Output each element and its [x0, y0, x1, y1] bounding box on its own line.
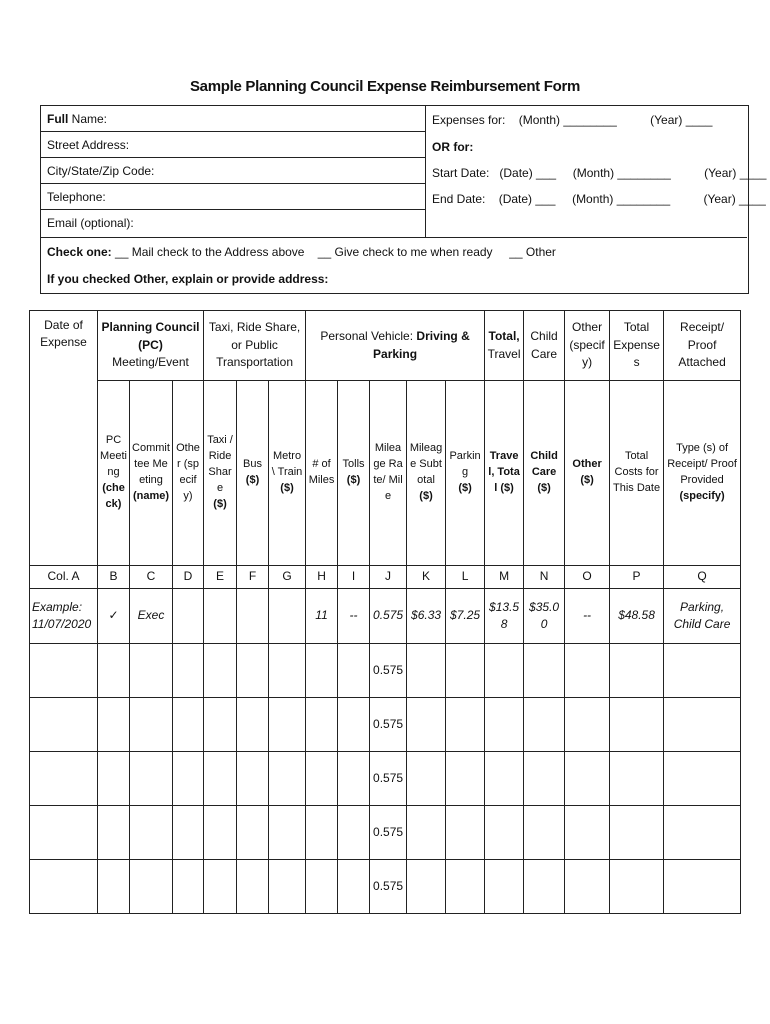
receipt-type-subheader [664, 381, 741, 566]
subtotal-cell[interactable] [407, 806, 446, 860]
col-letter: I [338, 566, 370, 589]
bus-cell[interactable] [237, 752, 269, 806]
col-letter: F [237, 566, 269, 589]
taxi-label: Taxi / Ride Share [207, 434, 233, 494]
committee-cell[interactable] [130, 644, 173, 698]
col-letter: D [173, 566, 204, 589]
subtotal-cell[interactable] [407, 752, 446, 806]
total-cell[interactable] [610, 860, 664, 914]
total-travel-header [485, 311, 524, 381]
pc-cell[interactable] [98, 860, 130, 914]
mileage-subtotal-unit-label: ($) [419, 489, 433, 502]
receipt-cell[interactable] [664, 806, 741, 860]
receipt-header: Receipt/ Proof Attached [664, 311, 741, 381]
travel-total-cell[interactable] [485, 806, 524, 860]
example-bus [237, 589, 269, 644]
example-parking: $7.25 [446, 589, 485, 644]
col-letter: E [204, 566, 237, 589]
committee-cell[interactable] [130, 860, 173, 914]
child-care-subheader: Child Care ($) [524, 381, 565, 566]
personal-vehicle-group-header [306, 311, 485, 381]
transportation-group-header: Taxi, Ride Share, or Public Transportation [204, 311, 306, 381]
pc-cell[interactable] [98, 644, 130, 698]
bus-cell[interactable] [237, 806, 269, 860]
pc-group-label-bold: Planning Council (PC) [101, 320, 200, 352]
pc-cell[interactable] [98, 698, 130, 752]
example-travel-total: $13.58 [485, 589, 524, 644]
vehicle-group-label: Personal Vehicle: [320, 329, 417, 344]
metro-cell[interactable] [269, 860, 306, 914]
total-expenses-header: Total Expenses [610, 311, 664, 381]
travel-total-cell[interactable] [485, 698, 524, 752]
child-care-cell[interactable] [524, 752, 565, 806]
other-meeting-subheader: Other (specify) [173, 381, 204, 566]
miles-cell[interactable] [306, 752, 338, 806]
date-cell[interactable] [30, 698, 98, 752]
total-cell[interactable] [610, 698, 664, 752]
other-cost-cell[interactable] [565, 860, 610, 914]
bus-cell[interactable] [237, 644, 269, 698]
pc-cell[interactable] [98, 806, 130, 860]
taxi-cell[interactable] [204, 860, 237, 914]
if-other-line[interactable]: If you checked Other, explain or provide address: [47, 272, 329, 286]
col-letter: Q [664, 566, 741, 589]
expense-row [30, 806, 741, 860]
total-costs-subheader: Total Costs for This Date [610, 381, 664, 566]
miles-subheader: # of Miles [306, 381, 338, 566]
col-letter: Col. A [30, 566, 98, 589]
start-date-line[interactable]: Start Date: (Date) ___ (Month) ________ (Year) ____ [432, 166, 767, 180]
date-cell[interactable] [30, 860, 98, 914]
other-meeting-cell[interactable] [173, 752, 204, 806]
pc-cell[interactable] [98, 752, 130, 806]
bus-unit-label: ($) [245, 474, 260, 486]
rate-cell: 0.575 [370, 806, 407, 860]
committee-cell[interactable] [130, 752, 173, 806]
tolls-subheader [338, 381, 370, 566]
tolls-cell[interactable] [338, 860, 370, 914]
other-cost-subheader: Other ($) [565, 381, 610, 566]
pc-meeting-group-header [98, 311, 204, 381]
metro-subheader [269, 381, 306, 566]
other-header: Other (specify) [565, 311, 610, 381]
mileage-subtotal-subheader [407, 381, 446, 566]
example-taxi [204, 589, 237, 644]
col-letter: L [446, 566, 485, 589]
pc-meeting-label: PC Meeting [100, 434, 127, 479]
col-letter: K [407, 566, 446, 589]
example-tolls: -- [338, 589, 370, 644]
receipt-specify-label: (specify) [679, 489, 725, 502]
other-meeting-cell[interactable] [173, 698, 204, 752]
tolls-label: Tolls [342, 458, 365, 471]
receipt-type-label: Type (s) of Receipt/ Proof Provided [667, 442, 737, 486]
receipt-cell[interactable] [664, 860, 741, 914]
bus-label: Bus [243, 458, 263, 471]
parking-cell[interactable] [446, 806, 485, 860]
metro-cell[interactable] [269, 644, 306, 698]
travel-total-subheader: Travel, Total ($) [485, 381, 524, 566]
rate-cell: 0.575 [370, 698, 407, 752]
total-travel-label: Travel [487, 346, 521, 361]
other-meeting-cell[interactable] [173, 644, 204, 698]
bus-cell[interactable] [237, 698, 269, 752]
example-rate: 0.575 [370, 589, 407, 644]
pc-group-label: Meeting/Event [112, 355, 189, 370]
other-cost-cell[interactable] [565, 806, 610, 860]
tolls-cell[interactable] [338, 644, 370, 698]
form-title: Sample Planning Council Expense Reimbursement Form [189, 78, 581, 95]
total-travel-label-bold: Total, [488, 329, 520, 344]
example-metro [269, 589, 306, 644]
col-letter: C [130, 566, 173, 589]
total-cell[interactable] [610, 752, 664, 806]
check-one-label: Check one: [47, 245, 112, 259]
parking-cell[interactable] [446, 860, 485, 914]
parking-cell[interactable] [446, 752, 485, 806]
committee-label: Committee Meeting [132, 442, 170, 486]
date-cell[interactable] [30, 752, 98, 806]
taxi-subheader [204, 381, 237, 566]
expenses-for-line[interactable]: Expenses for: (Month) ________ (Year) ____ [432, 113, 713, 127]
date-cell[interactable] [30, 806, 98, 860]
full-name-label-bold: Full [47, 112, 69, 126]
taxi-cell[interactable] [204, 752, 237, 806]
date-header: Date of Expense [30, 311, 98, 566]
child-care-cell[interactable] [524, 644, 565, 698]
end-date-line[interactable]: End Date: (Date) ___ (Month) ________ (Year) ____ [432, 192, 766, 206]
example-row [30, 589, 741, 644]
date-cell[interactable] [30, 644, 98, 698]
example-date: Example: 11/07/2020 [30, 589, 98, 644]
tolls-cell[interactable] [338, 752, 370, 806]
col-letter: B [98, 566, 130, 589]
total-cell[interactable] [610, 644, 664, 698]
sub-header-row [30, 381, 741, 566]
receipt-cell[interactable] [664, 698, 741, 752]
check-one-line[interactable] [47, 245, 556, 259]
miles-cell[interactable] [306, 644, 338, 698]
parking-cell[interactable] [446, 644, 485, 698]
child-care-cell[interactable] [524, 806, 565, 860]
taxi-cell[interactable] [204, 644, 237, 698]
parking-subheader [446, 381, 485, 566]
taxi-unit-label: ($) [213, 497, 227, 510]
receipt-cell[interactable] [664, 752, 741, 806]
miles-cell[interactable] [306, 860, 338, 914]
example-miles: 11 [306, 589, 338, 644]
col-letter: N [524, 566, 565, 589]
expense-row [30, 644, 741, 698]
example-subtotal: $6.33 [407, 589, 446, 644]
parking-label: Parking [449, 450, 481, 479]
committee-cell[interactable] [130, 806, 173, 860]
example-other-cost: -- [565, 589, 610, 644]
personal-info-block [40, 105, 767, 294]
expense-table [29, 310, 741, 914]
mileage-rate-subheader: Mileage Rate/ Mile [370, 381, 407, 566]
col-letter: H [306, 566, 338, 589]
expense-row [30, 698, 741, 752]
tolls-unit-label: ($) [346, 474, 361, 486]
group-header-row [30, 311, 741, 381]
col-letter: O [565, 566, 610, 589]
metro-label: Metro \ Train [271, 450, 303, 479]
example-other [173, 589, 204, 644]
taxi-cell[interactable] [204, 806, 237, 860]
tolls-cell[interactable] [338, 806, 370, 860]
col-letter: P [610, 566, 664, 589]
child-care-cell[interactable] [524, 860, 565, 914]
rate-cell: 0.575 [370, 860, 407, 914]
or-for-label: OR for: [432, 140, 474, 154]
committee-subheader [130, 381, 173, 566]
pc-check-label: (check) [102, 481, 125, 510]
rate-cell: 0.575 [370, 644, 407, 698]
travel-total-cell[interactable] [485, 752, 524, 806]
bus-subheader [237, 381, 269, 566]
travel-total-cell[interactable] [485, 644, 524, 698]
expense-row [30, 860, 741, 914]
rate-cell: 0.575 [370, 752, 407, 806]
street-address-field[interactable]: Street Address: [41, 132, 426, 158]
check-options[interactable]: __ Mail check to the Address above __ Give check to me when ready __ Other [111, 245, 556, 259]
parking-unit-label: ($) [458, 481, 472, 494]
miles-cell[interactable] [306, 806, 338, 860]
metro-cell[interactable] [269, 752, 306, 806]
metro-cell[interactable] [269, 698, 306, 752]
child-care-cell[interactable] [524, 698, 565, 752]
other-meeting-cell[interactable] [173, 860, 204, 914]
other-cost-cell[interactable] [565, 752, 610, 806]
col-letter: J [370, 566, 407, 589]
subtotal-cell[interactable] [407, 860, 446, 914]
committee-name-label: (name) [132, 489, 170, 502]
other-cost-cell[interactable] [565, 698, 610, 752]
column-letter-row [30, 566, 741, 589]
expense-row [30, 752, 741, 806]
expense-period-section [426, 106, 767, 237]
subtotal-cell[interactable] [407, 644, 446, 698]
metro-unit-label: ($) [280, 481, 294, 494]
bus-cell[interactable] [237, 860, 269, 914]
metro-cell[interactable] [269, 806, 306, 860]
other-meeting-cell[interactable] [173, 806, 204, 860]
full-name-label: Name: [68, 112, 108, 126]
telephone-field[interactable]: Telephone: [41, 184, 426, 210]
mileage-subtotal-label: Mileage Subtotal [409, 442, 443, 486]
col-letter: G [269, 566, 306, 589]
vehicle-group-label-bold: Driving & Parking [373, 329, 470, 361]
other-cost-cell[interactable] [565, 644, 610, 698]
receipt-cell[interactable] [664, 644, 741, 698]
committee-cell[interactable] [130, 698, 173, 752]
miles-cell[interactable] [306, 698, 338, 752]
parking-cell[interactable] [446, 698, 485, 752]
example-total: $48.58 [610, 589, 664, 644]
email-field[interactable]: Email (optional): [41, 210, 426, 237]
example-child-care: $35.00 [524, 589, 565, 644]
example-committee: Exec [130, 589, 173, 644]
child-care-header: Child Care [524, 311, 565, 381]
travel-total-cell[interactable] [485, 860, 524, 914]
taxi-cell[interactable] [204, 698, 237, 752]
check-icon: ✓ [98, 589, 130, 644]
subtotal-cell[interactable] [407, 698, 446, 752]
total-cell[interactable] [610, 806, 664, 860]
tolls-cell[interactable] [338, 698, 370, 752]
example-receipt: Parking, Child Care [664, 589, 741, 644]
city-state-zip-field[interactable]: City/State/Zip Code: [41, 158, 426, 184]
full-name-field[interactable] [41, 106, 426, 132]
col-letter: M [485, 566, 524, 589]
info-divider [41, 237, 747, 238]
pc-meeting-subheader [98, 381, 130, 566]
